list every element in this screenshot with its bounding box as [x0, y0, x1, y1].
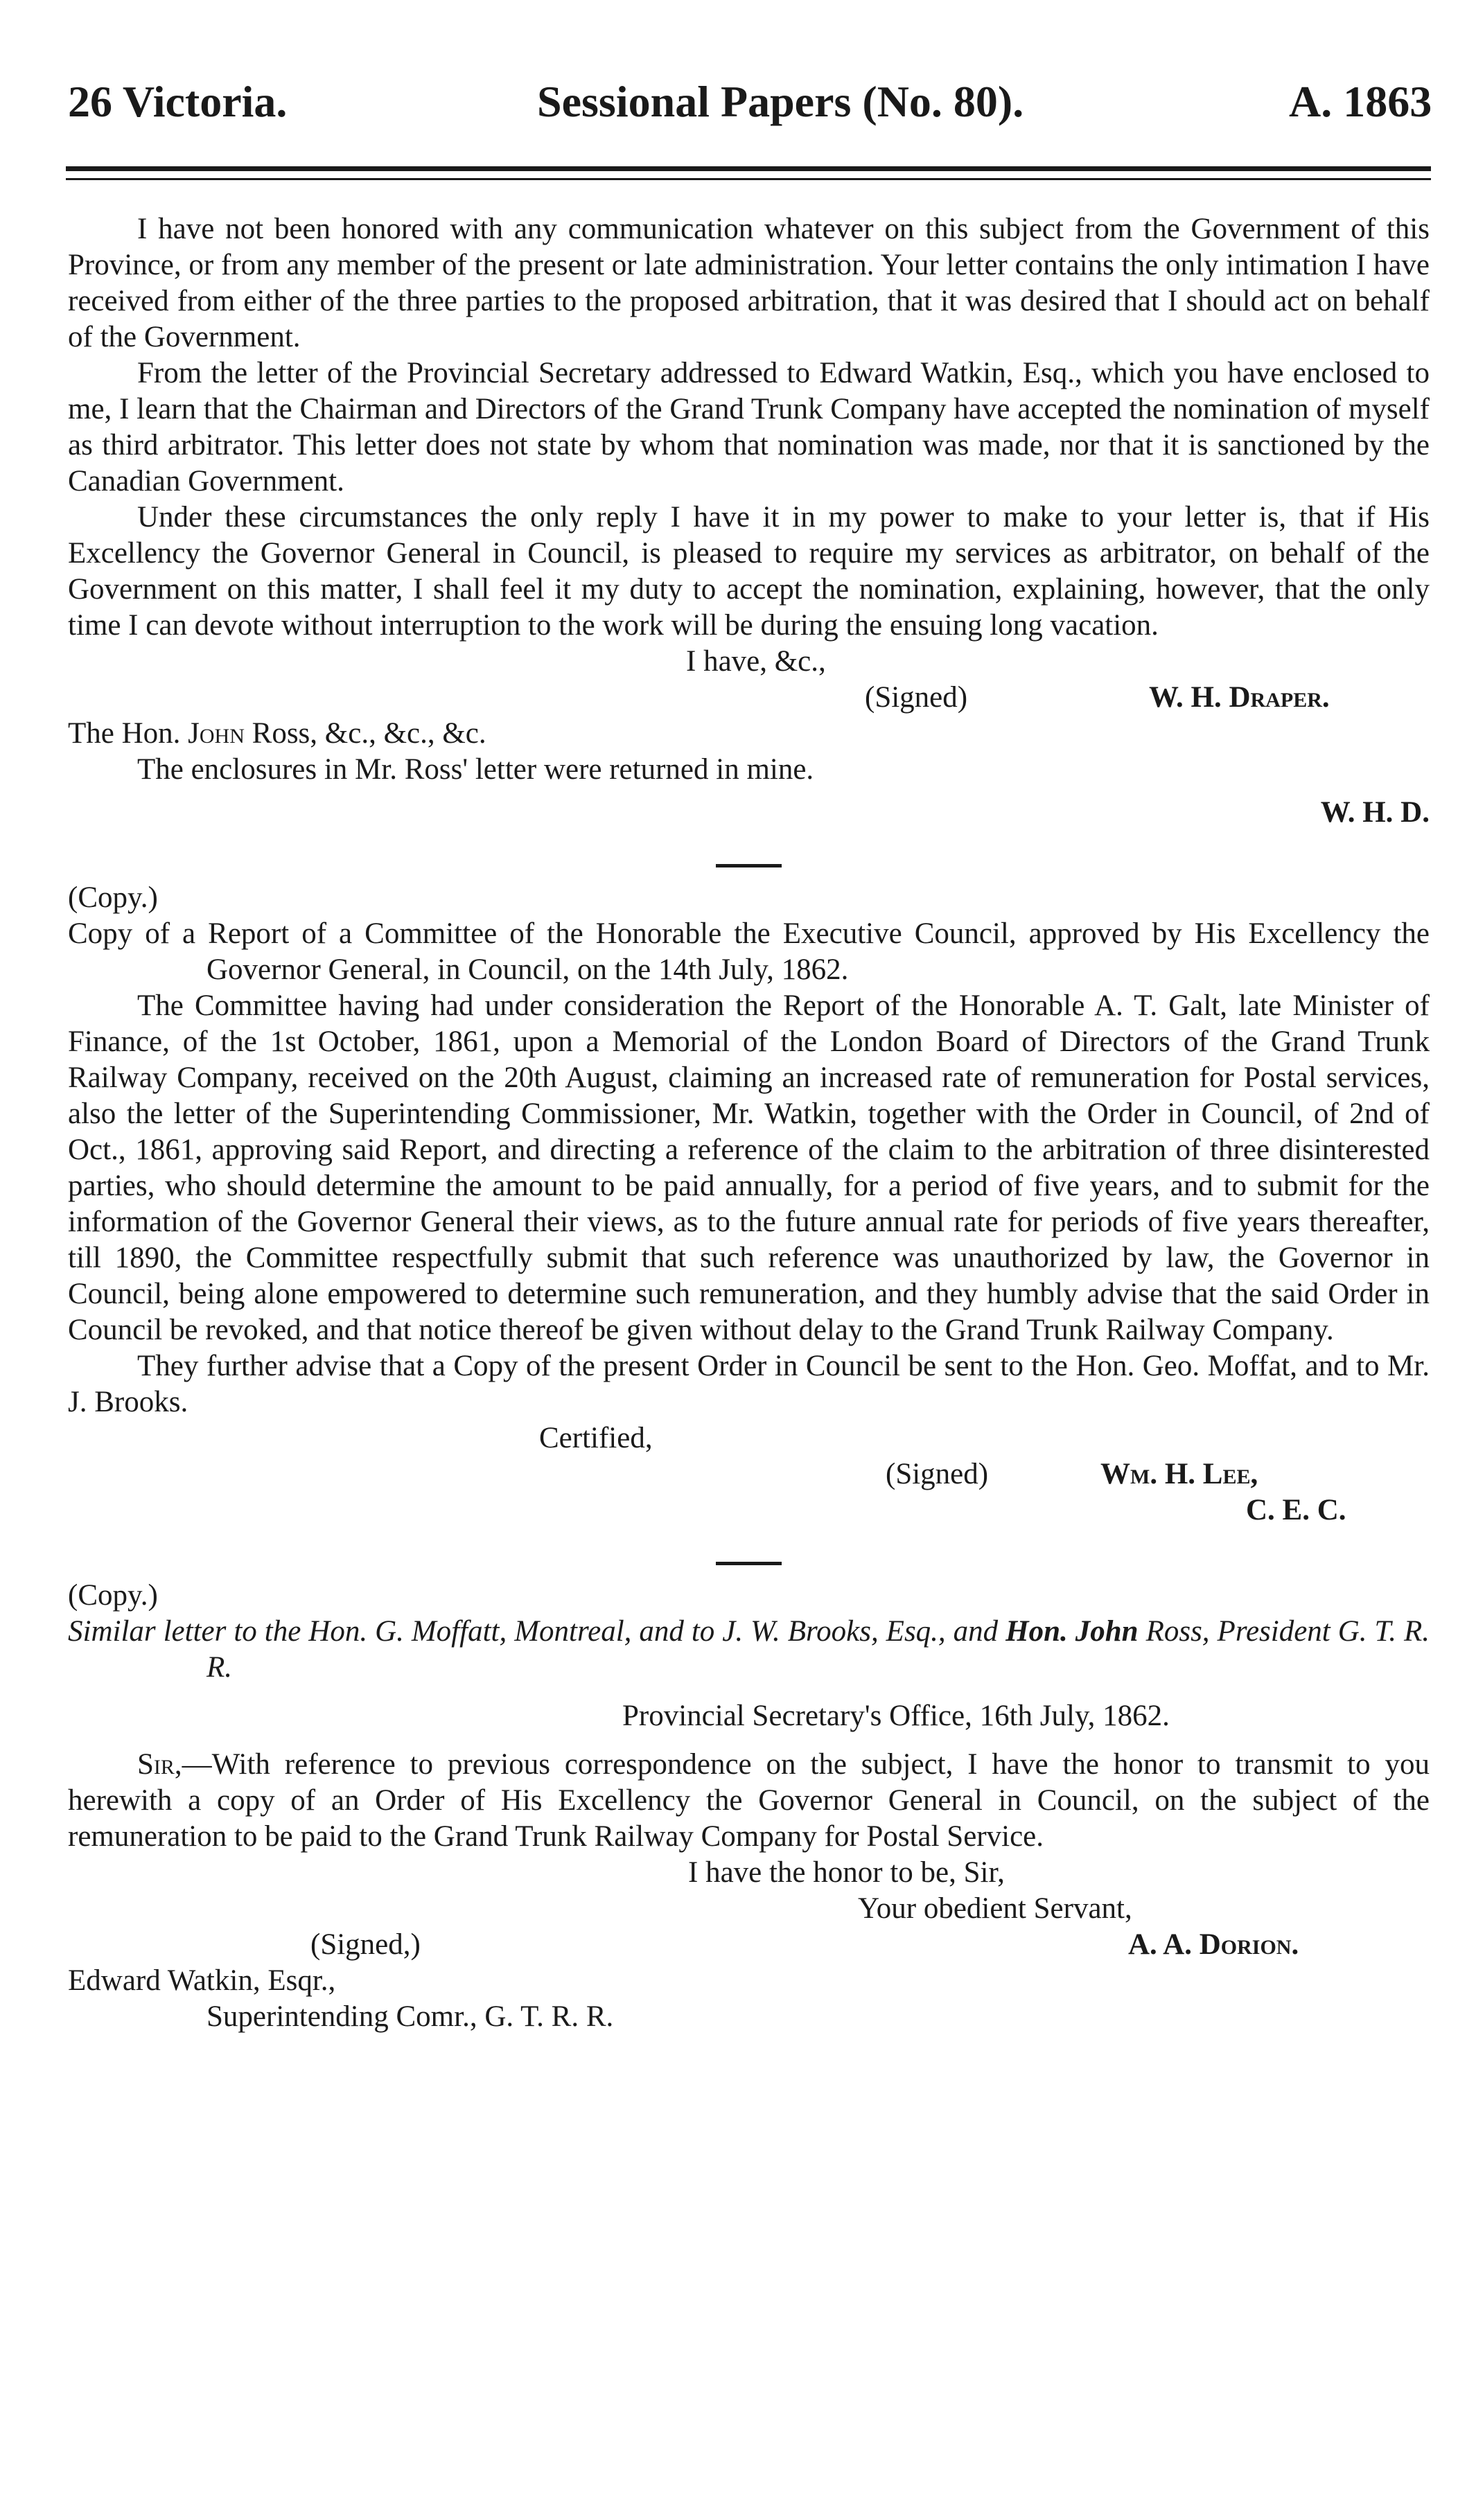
addressee-name: John — [188, 717, 245, 750]
letter1-closing-row — [68, 644, 1430, 680]
letter1-signed-label: (Signed) — [865, 681, 968, 714]
letter2-note-b: Hon. John — [1005, 1615, 1139, 1648]
report-copy-label: (Copy.) — [68, 881, 158, 914]
letter2-copy-label: (Copy.) — [68, 1579, 158, 1612]
letter1-signature-row — [68, 680, 1430, 716]
letter1-addressee — [68, 716, 486, 752]
header-year: A. 1863 — [1289, 77, 1432, 126]
letter2-salutation: Sir, — [137, 1748, 182, 1781]
letter1-enclosures: The enclosures in Mr. Ross' letter were returned in mine. — [137, 753, 814, 786]
letter2-closing2-row — [68, 1891, 1430, 1927]
addressee-prefix: The Hon. — [68, 717, 181, 750]
header-session: 26 Victoria. — [68, 77, 288, 126]
document-body — [68, 211, 1430, 2035]
letter2-closing-1: I have the honor to be, Sir, — [688, 1856, 1005, 1889]
letter2-note-a: Similar letter to the Hon. G. Moffatt, Montreal, and to J. W. Brooks, Esq., and — [68, 1615, 999, 1648]
report-signer: Wm. H. Lee, — [1100, 1458, 1258, 1490]
report-certified: Certified, — [539, 1422, 653, 1454]
header-title: Sessional Papers (No. 80). — [537, 77, 1024, 126]
header-rule-thin — [66, 178, 1431, 180]
report-paragraph-2: They further advise that a Copy of the present Order in Council be sent to the Hon. Geo. Moffat, and to Mr. J. Brooks. — [68, 1350, 1430, 1418]
addressee-rest: Ross, &c., &c., &c. — [252, 717, 486, 750]
letter1-initials-row — [68, 788, 1430, 831]
letter1-paragraph-1: I have not been honored with any communication whatever on this subject from the Government of this Province, or from any member of the present or late administration. Your letter contains the only intimation I have received from either of the three parties to the proposed arbitration, that it was desired that I should act on behalf of the Government. — [68, 213, 1430, 353]
letter2-dateline-row — [68, 1698, 1430, 1734]
letter2-dateline: Provincial Secretary's Office, 16th July, 1862. — [622, 1700, 1170, 1732]
letter2-note-c: Ross, President G. T. R. R. — [207, 1615, 1430, 1684]
letter2-body-text: —With reference to previous correspondence on the subject, I have the honor to transmit to you herewith a copy of an Order of His Excellency the Governor General in Council, on the subject of the remuneration to be paid to the Grand Trunk Railway Company for Postal Service. — [68, 1748, 1430, 1853]
letter2-body — [68, 1747, 1430, 1855]
letter1-initials: W. H. D. — [1320, 796, 1430, 829]
letter2-closing-2: Your obedient Servant, — [858, 1892, 1132, 1925]
report-paragraph-1: The Committee having had under consideration the Report of the Honorable A. T. Galt, late Minister of Finance, of the 1st October, 1861, upon a Memorial of the London Board of Directors of the Grand Trunk Railway Company, received on the 20th August, claiming an increased rate of remuneration for Postal services, also the letter of the Superintending Commissioner, Mr. Watkin, together with the Order in Council, of 2nd of Oct., 1861, approving said Report, and directing a reference of the claim to the arbitration of three disinterested parties, who should determine the amount to be paid annually, for a period of five years, and to submit for the information of the Governor General their views, as to the future annual rate for periods of five years thereafter, till 1890, the Committee respectfully submit that such reference was unauthorized by law, the Governor in Council, being alone empowered to determine such remuneration, and they humbly advise that the said Order in Council be revoked, and that notice thereof be given without delay to the Grand Trunk Railway Company. — [68, 989, 1430, 1346]
report-signer-title-row — [68, 1492, 1430, 1528]
report-signed-label: (Signed) — [886, 1458, 989, 1490]
letter2-signer-row — [68, 1927, 1430, 1963]
report-heading: Copy of a Report of a Committee of the Honorable the Executive Council, approved by His Excellency the Governor General, in Council, on the 14th July, 1862. — [68, 917, 1430, 986]
letter2-note — [68, 1614, 1430, 1686]
header-rule-thick — [66, 166, 1431, 171]
section-divider-1 — [716, 864, 782, 867]
letter1-paragraph-3: Under these circumstances the only reply I have it in my power to make to your letter is, that if His Excellency the Governor General in Council, is pleased to require my services as arbitrator, on behalf of the Government on this matter, I shall feel it my duty to accept the nomination, explaining, however, that the only time I can devote without interruption to the work will be during the ensuing long vacation. — [68, 501, 1430, 642]
letter2-signed-label: (Signed,) — [310, 1928, 421, 1961]
letter2-signer: A. A. Dorion. — [1128, 1928, 1299, 1961]
letter1-closing: I have, &c., — [686, 645, 826, 678]
report-certified-row — [68, 1420, 1430, 1456]
letter2-recipient: Edward Watkin, Esqr., — [68, 1964, 336, 1997]
section-divider-2 — [716, 1562, 782, 1565]
letter2-recipient-row — [68, 1963, 1430, 1999]
letter2-recipient-title: Superintending Comr., G. T. R. R. — [207, 2000, 614, 2033]
page-header — [0, 76, 1467, 146]
letter1-addressee-row — [68, 716, 1430, 752]
letter2-closing1-row — [68, 1855, 1430, 1891]
letter1-paragraph-2: From the letter of the Provincial Secretary addressed to Edward Watkin, Esq., which you have enclosed to me, I learn that the Chairman and Directors of the Grand Trunk Company have accepted the nomination of myself as third arbitrator. This letter does not state by whom that nomination was made, nor that it is sanctioned by the Canadian Government. — [68, 357, 1430, 497]
letter2-recipient-title-row — [68, 1999, 1430, 2035]
letter1-signer: W. H. Draper. — [1149, 681, 1330, 714]
report-signer-title: C. E. C. — [1246, 1494, 1346, 1526]
report-signature-row — [68, 1456, 1430, 1492]
